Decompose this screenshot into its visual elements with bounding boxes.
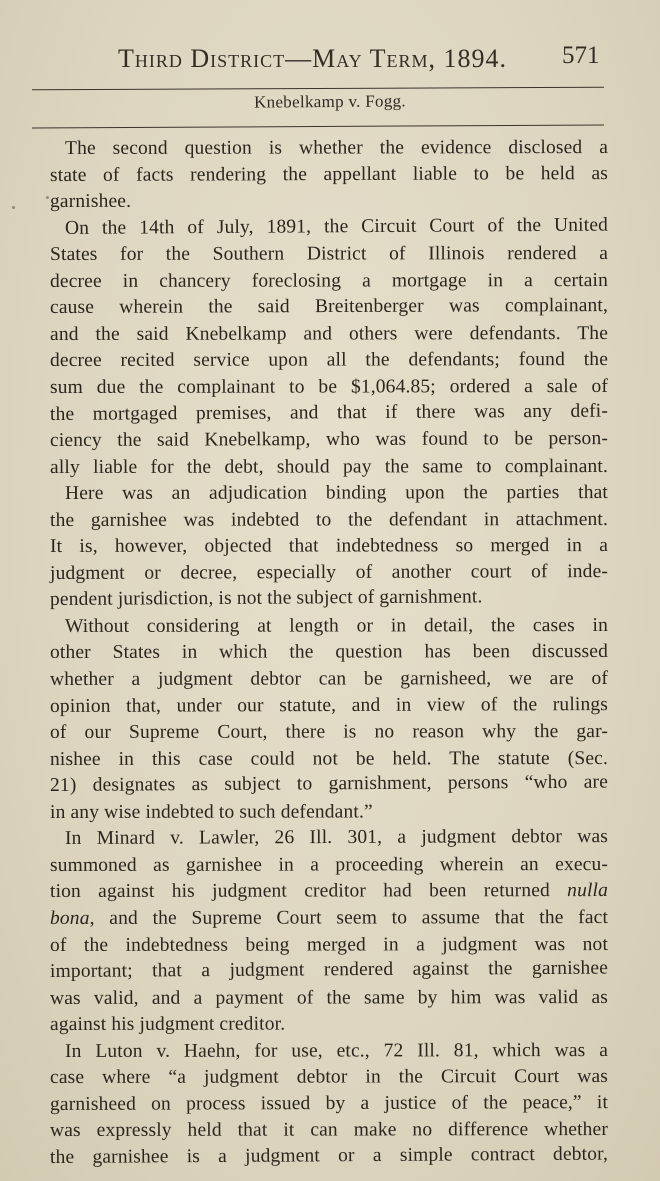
text-line: important; that a judgment rendered against the garnishee bbox=[49, 957, 609, 983]
text-line: cause wherein the said Breitenberger was complainant, bbox=[49, 295, 609, 319]
text-line: opinion that, under our statute, and in view of the rulings bbox=[49, 693, 609, 717]
running-head-title: Third District—May Term, 1894. bbox=[118, 44, 508, 73]
text-line: garnishee. bbox=[49, 190, 132, 213]
paper-speck bbox=[46, 196, 49, 199]
italic-text: nulla bbox=[567, 880, 609, 902]
text-line: state of facts rendering the appellant liable to be held as bbox=[49, 162, 609, 186]
text-line: whether a judgment debtor can be garnisheed, we are of bbox=[49, 668, 609, 690]
case-title: Knebelkamp v. Fogg. bbox=[253, 91, 407, 112]
text-line: garnisheed on process issued by a justice of the peace,” it bbox=[49, 1091, 609, 1115]
text-line: sum due the complainant to be $1,064.85; ordered a sale of bbox=[49, 375, 609, 398]
text-line: case where “a judgment debtor in the Circuit Court was bbox=[49, 1066, 609, 1089]
text-line: was valid, and a payment of the same by him was valid as bbox=[49, 986, 609, 1009]
text-line: other States in which the question has been discussed bbox=[49, 641, 609, 664]
text-line: in any wise indebted to such defendant.” bbox=[49, 801, 373, 823]
text-line: Without considering at length or in detail, the cases in bbox=[64, 614, 609, 637]
text-line: decree in chancery foreclosing a mortgage in a certain bbox=[49, 269, 609, 292]
text-line: the garnishee is a judgment or a simple contract debtor, bbox=[49, 1143, 609, 1168]
text-line: ally liable for the debt, should pay the same to complainant. bbox=[49, 455, 609, 478]
text-line: In Luton v. Haehn, for use, etc., 72 Ill. 81, which was a bbox=[64, 1039, 609, 1062]
text-line: In Minard v. Lawler, 26 Ill. 301, a judgment debtor was bbox=[64, 826, 609, 850]
text-line: of our Supreme Court, there is no reason why the gar- bbox=[49, 721, 609, 744]
text-line: States for the Southern District of Illinois rendered a bbox=[49, 243, 609, 266]
text-line: nishee in this case could not be held. The statute (Sec. bbox=[49, 747, 609, 770]
text-line: 21) designates as subject to garnishment, persons “who are bbox=[49, 771, 609, 797]
text-line: the mortgaged premises, and that if there was any defi- bbox=[49, 400, 609, 425]
italic-text: bona bbox=[49, 907, 90, 929]
text-line: and the said Knebelkamp and others were defendants. The bbox=[49, 322, 609, 345]
text-line: On the 14th of July, 1891, the Circuit Court of the United bbox=[64, 214, 609, 239]
text-line: decree recited service upon all the defendants; found the bbox=[49, 349, 609, 372]
text-line: The second question is whether the evidence disclosed a bbox=[64, 137, 609, 159]
page-number: 571 bbox=[562, 42, 600, 69]
running-head bbox=[0, 40, 660, 80]
text-line: tion against his judgment creditor had been returned nulla bbox=[49, 880, 609, 903]
header-rule-bottom bbox=[32, 125, 604, 129]
text-line: Here was an adjudication binding upon the parties that bbox=[64, 482, 609, 505]
text-line: judgment or decree, especially of another court of inde- bbox=[49, 560, 609, 584]
text-line: bona, and the Supreme Court seem to assume that the fact bbox=[49, 906, 609, 929]
text-line: of the indebtedness being merged in a judgment was not bbox=[49, 933, 609, 956]
text-line: pendent jurisdiction, is not the subject of garnishment. bbox=[49, 586, 483, 611]
text-line: ciency the said Knebelkamp, who was found to be person- bbox=[49, 428, 609, 452]
text-line: was expressly held that it can make no difference whether bbox=[49, 1119, 609, 1142]
paper-speck bbox=[12, 206, 15, 209]
text-line: It is, however, objected that indebtedness so merged in a bbox=[49, 535, 609, 558]
text-line: against his judgment creditor. bbox=[49, 1013, 286, 1036]
text-line: the garnishee was indebted to the defendant in attachment. bbox=[49, 508, 609, 531]
text-line: summoned as garnishee in a proceeding wherein an execu- bbox=[49, 853, 609, 876]
